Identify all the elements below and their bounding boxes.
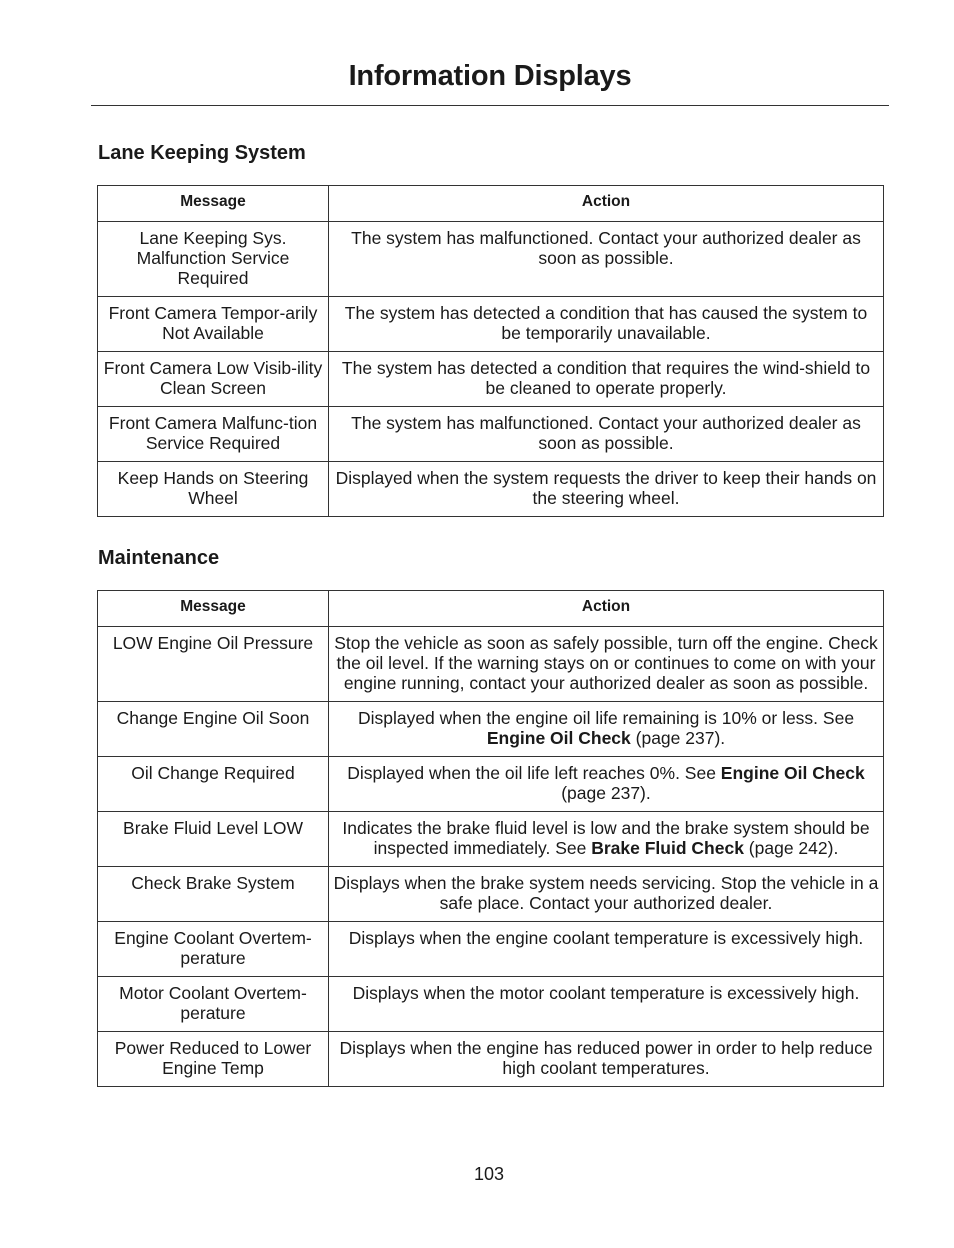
message-cell: Keep Hands on Steering Wheel	[98, 462, 329, 517]
action-cell	[329, 757, 884, 812]
message-cell: Engine Coolant Overtem-perature	[98, 922, 329, 977]
page-reference: (page 237).	[561, 783, 651, 803]
column-header-message: Message	[98, 186, 329, 222]
cross-reference-link[interactable]: Brake Fluid Check	[591, 838, 744, 858]
cross-reference-link[interactable]: Engine Oil Check	[720, 763, 865, 783]
page-reference: (page 237).	[630, 728, 726, 748]
table-row	[98, 922, 884, 977]
table-row	[98, 812, 884, 867]
action-cell: Displays when the brake system needs servicing. Stop the vehicle in a safe place. Contact your authorized dealer.	[329, 867, 884, 922]
action-cell: Displays when the motor coolant temperature is excessively high.	[329, 977, 884, 1032]
action-cell: The system has detected a condition that has caused the system to be temporarily unavailable.	[329, 297, 884, 352]
page-number: 103	[473, 1164, 505, 1184]
cross-reference-link[interactable]: Engine Oil Check	[486, 728, 631, 748]
lane-keeping-table	[97, 185, 884, 517]
table-row	[98, 1032, 884, 1087]
table-row	[98, 977, 884, 1032]
message-cell: Motor Coolant Overtem-perature	[98, 977, 329, 1032]
action-text: Displayed when the oil life left reaches 0%. See	[347, 763, 721, 783]
action-cell: Displays when the engine has reduced power in order to help reduce high coolant temperatures.	[329, 1032, 884, 1087]
action-cell: The system has detected a condition that requires the wind-shield to be cleaned to operate properly.	[329, 352, 884, 407]
column-header-message: Message	[98, 591, 329, 627]
table-row	[98, 702, 884, 757]
action-cell: Displays when the engine coolant temperature is excessively high.	[329, 922, 884, 977]
message-cell: Front Camera Low Visib-ility Clean Screen	[98, 352, 329, 407]
column-header-action: Action	[329, 591, 884, 627]
table-row	[98, 352, 884, 407]
message-cell: Power Reduced to Lower Engine Temp	[98, 1032, 329, 1087]
table-row	[98, 627, 884, 702]
message-cell: LOW Engine Oil Pressure	[98, 627, 329, 702]
table-row	[98, 297, 884, 352]
message-cell: Front Camera Malfunc-tion Service Required	[98, 407, 329, 462]
action-cell: The system has malfunctioned. Contact your authorized dealer as soon as possible.	[329, 222, 884, 297]
maintenance-table	[97, 590, 884, 1087]
action-cell: Displayed when the system requests the driver to keep their hands on the steering wheel.	[329, 462, 884, 517]
column-header-action: Action	[329, 186, 884, 222]
action-text: Indicates the brake fluid level is low and the brake system should be inspected immediately. See	[342, 818, 870, 858]
message-cell: Check Brake System	[98, 867, 329, 922]
message-cell: Change Engine Oil Soon	[98, 702, 329, 757]
section-title-maintenance: Maintenance	[98, 547, 220, 569]
message-cell: Oil Change Required	[98, 757, 329, 812]
action-text: Displayed when the engine oil life remaining is 10% or less. See	[357, 708, 855, 728]
message-cell: Brake Fluid Level LOW	[98, 812, 329, 867]
table-header-row	[98, 591, 884, 627]
message-cell: Front Camera Tempor-arily Not Available	[98, 297, 329, 352]
section-title-lane-keeping: Lane Keeping System	[98, 142, 306, 164]
message-cell: Lane Keeping Sys. Malfunction Service Required	[98, 222, 329, 297]
table-row	[98, 462, 884, 517]
table-row	[98, 407, 884, 462]
action-cell: The system has malfunctioned. Contact your authorized dealer as soon as possible.	[329, 407, 884, 462]
page-reference: (page 242).	[743, 838, 839, 858]
page-title: Information Displays	[348, 60, 632, 92]
action-cell: Stop the vehicle as soon as safely possible, turn off the engine. Check the oil level. If the warning stays on or continues to come on with your engine running, contact your authorized dealer as soon as possible.	[329, 627, 884, 702]
table-row	[98, 222, 884, 297]
table-header-row	[98, 186, 884, 222]
action-cell	[329, 702, 884, 757]
action-cell	[329, 812, 884, 867]
table-row	[98, 757, 884, 812]
table-row	[98, 867, 884, 922]
title-divider	[91, 105, 889, 106]
